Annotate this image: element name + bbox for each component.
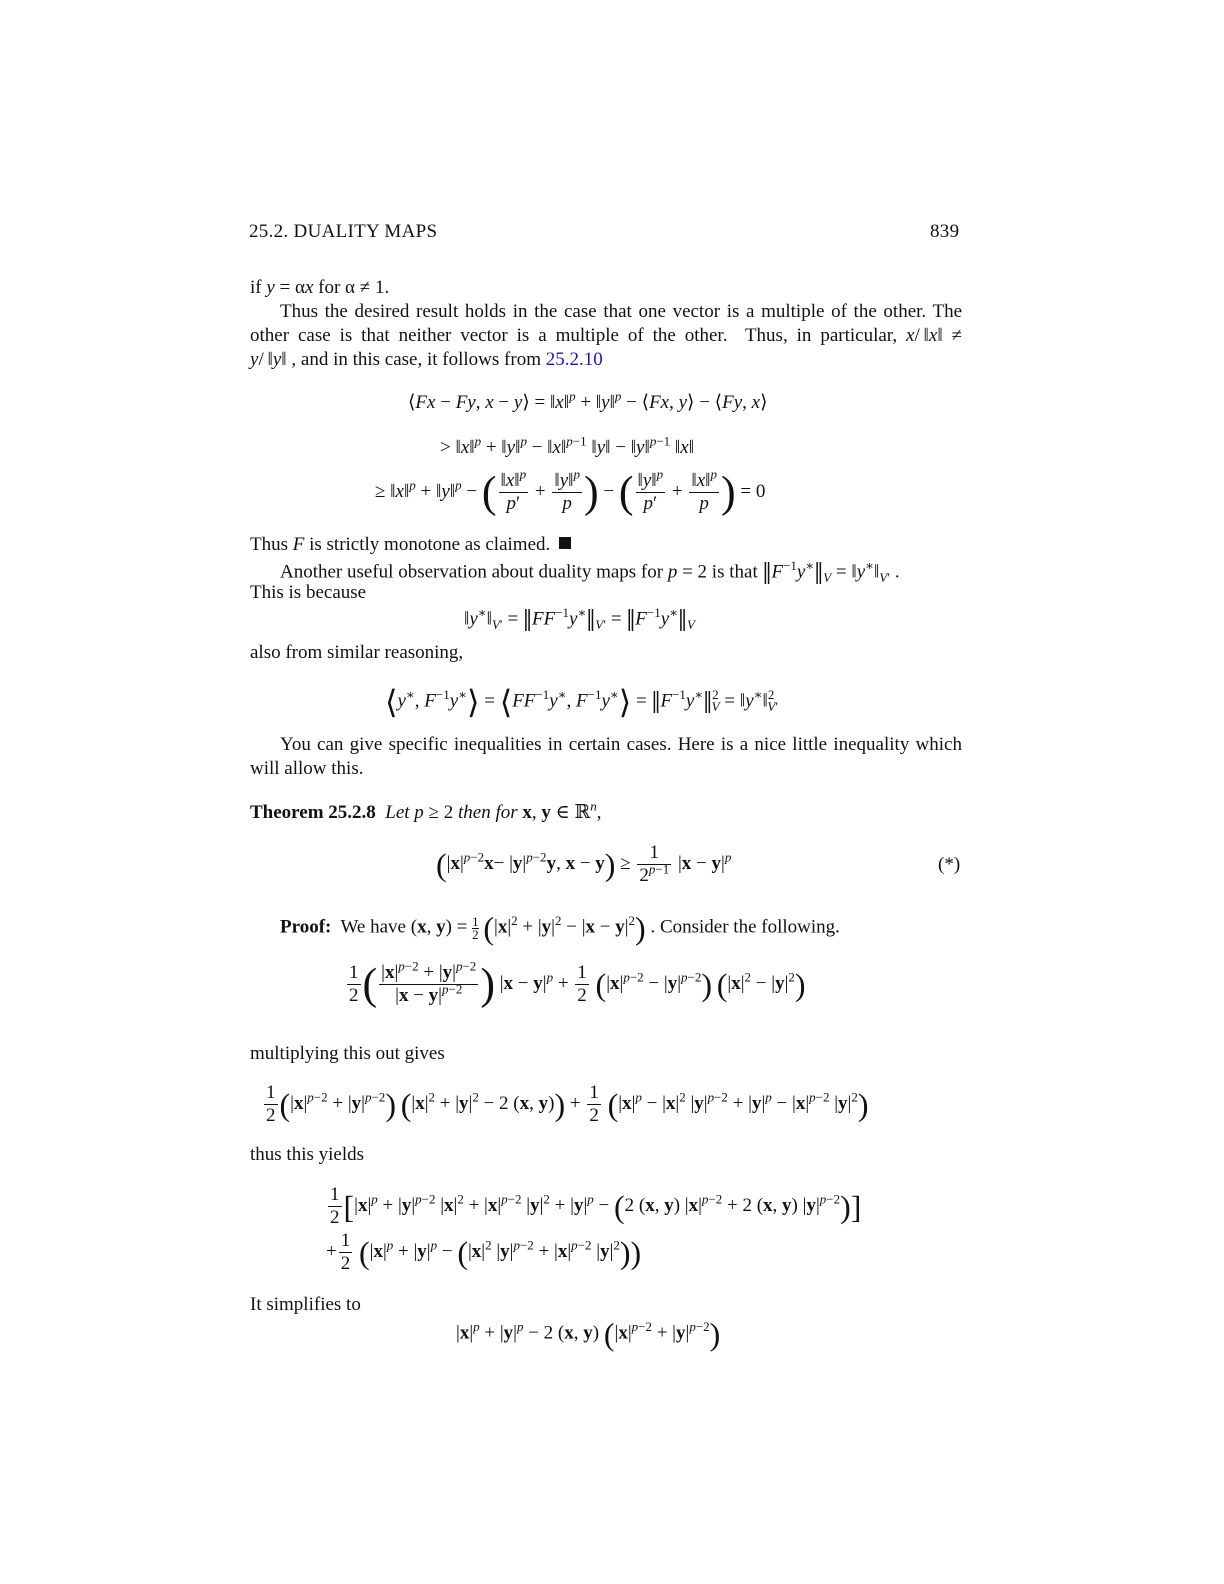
equation-yields-line2: + $\frac{1}{2}$ ($|x|^p + |y|^p - (|x|^2$ $|y|^{p-2} + |x|^{p-2}$ $|y|^2$)) [326,1230,642,1274]
running-header: 25.2. DUALITY MAPS [249,221,438,242]
qed-square-icon [559,537,571,549]
equation-proof-expression: $\frac{1}{2}$ ( $\frac{|x|^{p-2} + |y|^{p-2}}{|x - y|^{p-2}}$ ) $|x - y|^p$ + $\frac{1}{2}$ $(|x|^{p-2} - |y|^{p-2}) (|x|^2 - |y|^2)$ [349,958,806,1009]
equation-monotone-3: ≥ ‖x‖$^p$ + ‖y‖$^p$ − ( $\frac{‖x‖^p}{p'}$ + $\frac{‖y‖^p}{p}$ ) − ( $\frac{‖y‖^p}{p'}$ + $\frac{‖x‖^p}{p}$ ) = 0 [375,466,766,517]
paragraph-observation-line2: This is because [250,582,367,603]
proof-intro: Proof: We have (x, y) = $\frac{1}{2}$ $(|x|^2 + |y|^2 - |x - y|^2)$ . Consider the following. [280,910,840,946]
equation-reference-link[interactable]: 25.2.10 [545,349,603,370]
equation-monotone-1: ⟨Fx − Fy, x − y⟩ = ‖x‖$^p$ + ‖y‖$^p$ − ⟨Fx, y⟩ − ⟨Fy, x⟩ [408,388,768,413]
paragraph-alpha-case: if y = αx for α ≠ 1. [250,277,390,298]
paragraph-inequalities-line1: You can give specific inequalities in certain cases. Here is a nice little inequality which [280,734,962,755]
proof-label: Proof: [280,916,332,938]
paragraph-this-yields: thus this yields [250,1144,365,1165]
paragraph-observation-line1: Another useful observation about duality maps for p = 2 is that $‖F^{-1}y^∗‖_V$ = $‖y^∗‖_{V'}$ . [280,555,900,591]
paragraph-simplifies: It simplifies to [250,1294,361,1315]
page-number: 839 [930,221,960,242]
equation-norm-equality: $‖y^∗‖_{V'}$ = $‖FF^{-1}y^∗‖_{V'}$ = $‖F^{-1}y^∗‖_V$ [464,602,695,638]
theorem-label: Theorem 25.2.8 [250,802,376,823]
equation-theorem-inequality: ($|x|^{p-2}x- |y|^{p-2}y$, x − y) ≥ $\frac{1}{2^{p-1}}$ $|x - y|^p$ [436,842,732,886]
paragraph-multiple-line3: y/ ‖y‖ , and in this case, it follows from 25.2.10 [250,349,603,370]
equation-tag: (*) [938,854,961,875]
paragraph-inequalities-line2: will allow this. [250,758,364,779]
equation-monotone-2: > ‖x‖$^p$ + ‖y‖$^p$ − ‖x‖$^{p-1}$ ‖y‖ − ‖y‖$^{p-1}$ ‖x‖ [440,433,695,458]
theorem-statement: Theorem 25.2.8 Let p ≥ 2 then for x, y ∈ ℝ$^n$, [250,798,602,823]
equation-pairing: ⟨y∗, $F^{-1}y^∗⟩$ = $⟨FF^{-1}y^∗$, $F^{-1}y^∗⟩$ = $‖F^{-1}y^∗‖^2_V$ = ‖y∗‖$^2_{V'}$ [385,684,779,720]
equation-yields-line1: $\frac{1}{2}$ [$|x|^p + |y|^{p-2}$ $|x|^2 + |x|^{p-2}$ $|y|^2 + |y|^p - (2$ (x, y) $|x|^{p-2} + 2$ (x, y) $|y|^{p-2}$)] [330,1184,862,1228]
paragraph-similar-reasoning: also from similar reasoning, [250,642,464,663]
paragraph-strictly-monotone: Thus F is strictly monotone as claimed. [250,533,962,557]
equation-simplified: $|x|^p + |y|^p - 2$ (x, y) $(|x|^{p-2} + |y|^{p-2})$ [456,1316,721,1352]
paragraph-multiple-line1: Thus the desired result holds in the case that one vector is a multiple of the other. The [280,301,962,322]
proof-consider-text: Consider the following. [659,916,840,938]
equation-multiplied: $\frac{1}{2}$ $(|x|^{p-2} + |y|^{p-2}) (|x|^2 + |y|^2 - 2$ (x, y)) + $\frac{1}{2}$ ($|x|^p - |x|^2$ $|y|^{p-2} + |y|^p - |x|^{p-2}$ $|y|^2$) [266,1082,869,1126]
paragraph-multiple-line2: other case is that neither vector is a multiple of the other. Thus, in particular, x/ ‖x‖ ≠ [250,325,963,346]
paragraph-multiplying-out: multiplying this out gives [250,1043,445,1064]
